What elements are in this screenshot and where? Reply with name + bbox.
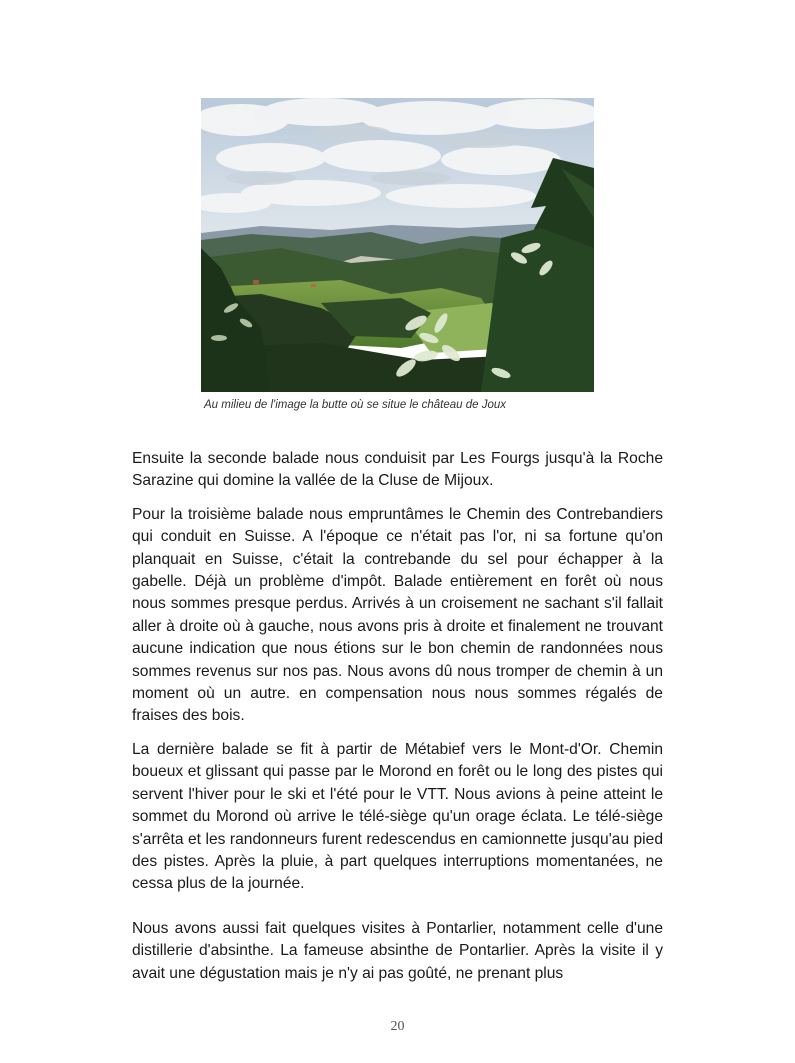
paragraph: La dernière balade se fit à partir de Métabief vers le Mont-d'Or. Chemin boueux et glissant qui passe par le Morond en forêt ou le long des pistes qui servent l'hiver pour le ski et l'été pour le VTT. Nous avions à peine atteint le sommet du Morond où arrive le télé-siège qu'un orage éclata. Le télé-siège s'arrêta et les randonneurs furent redescendus en camionnette jusqu'au pied des pistes. Après la pluie, à part quelques interruptions momentanées, ne cessa plus de la journée. — [132, 740, 663, 893]
figure-caption: Au milieu de l'image la butte où se situe le château de Joux — [204, 399, 507, 411]
paragraph: Nous avons aussi fait quelques visites à Pontarlier, notamment celle d'une distillerie d'absinthe. La fameuse absinthe de Pontarlier. Après la visite il y avait une dégustation mais je n'y ai pas goûté, ne prenant plus — [132, 919, 663, 982]
page-number: 20 — [390, 1019, 405, 1034]
landscape-photo — [201, 98, 594, 392]
paragraph: Ensuite la seconde balade nous conduisit par Les Fourgs jusqu'à la Roche Sarazine qui domine la vallée de la Cluse de Mijoux. — [132, 450, 663, 490]
body-text — [132, 448, 663, 996]
paragraph: Pour la troisième balade nous empruntâmes le Chemin des Contrebandiers qui conduit en Suisse. A l'époque ce n'était pas l'or, ni sa fortune qu'on planquait en Suisse, c'était la contrebande du sel pour échapper à la gabelle. Déjà un problème d'impôt. Balade entièrement en forêt où nous nous sommes presque perdus. Arrivés à un croisement ne sachant s'il fallait aller à droite où à gauche, nous avons pris à droite et finalement ne trouvant aucune indication que nous étions sur le bon chemin de randonnées nous sommes revenus sur nos pas. Nous avons dû nous tromper de chemin à un moment où un autre. en compensation nous nous sommes régalés de fraises des bois. — [132, 505, 663, 725]
